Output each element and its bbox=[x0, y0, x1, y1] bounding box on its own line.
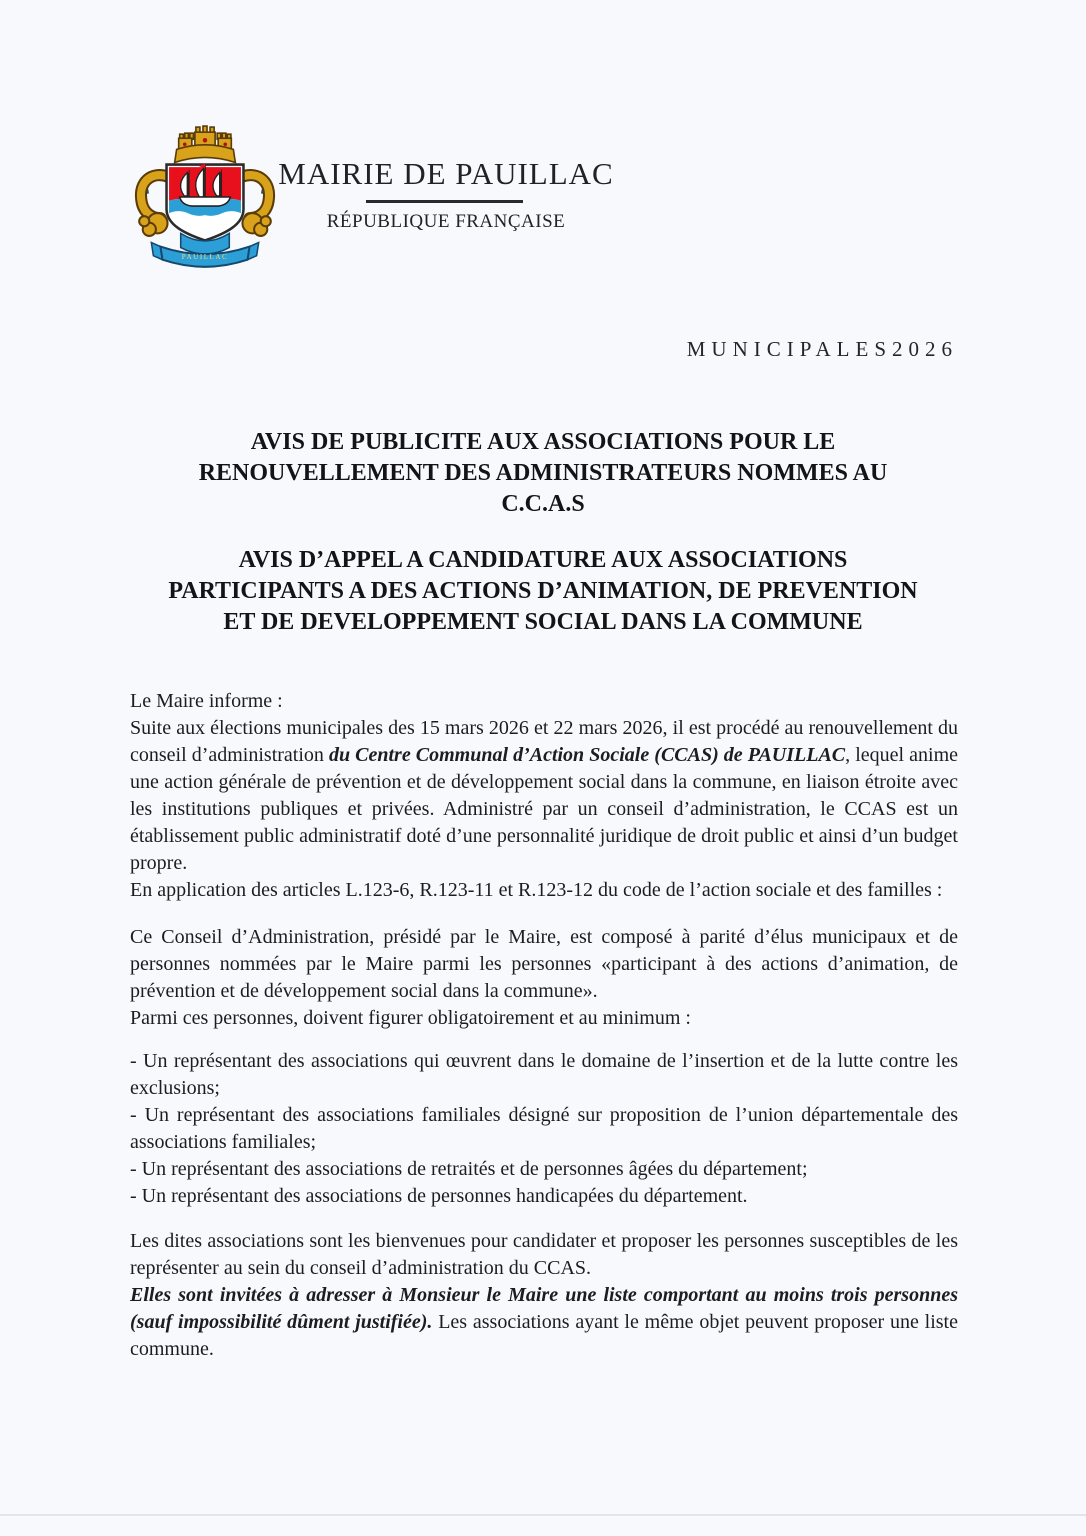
notice-title-2 bbox=[90, 545, 996, 638]
republic-label: RÉPUBLIQUE FRANÇAISE bbox=[326, 211, 566, 232]
requirements-list bbox=[130, 1048, 958, 1210]
list-item: - Un représentant des associations de personnes handicapées du département. bbox=[130, 1185, 748, 1207]
title-line: ET DE DEVELOPPEMENT SOCIAL DANS LA COMMUNE bbox=[223, 609, 863, 635]
campaign-label: MUNICIPALES2026 bbox=[686, 337, 958, 361]
p1-text-start: Suite aux élections municipales des 15 mars 2026 et 22 mars 2026, il est procédé au renouvellement du conseil d’administration bbox=[130, 717, 958, 766]
p4-emphasis-liste: Elles sont invitées à adresser à Monsieur le Maire une liste comportant au moins trois personnes (sauf impossibilité dûment justifiée). bbox=[130, 1284, 958, 1333]
left-ornament bbox=[139, 175, 168, 236]
title-line: C.C.A.S bbox=[501, 491, 585, 517]
title-line: PARTICIPANTS A DES ACTIONS D’ANIMATION, DE PREVENTION bbox=[168, 578, 918, 604]
p4-text-end: Les associations ayant le même objet peuvent proposer une liste commune. bbox=[130, 1311, 958, 1360]
title-line: AVIS D’APPEL A CANDIDATURE AUX ASSOCIATIONS bbox=[238, 547, 848, 573]
paragraph-parmi-personnes: Parmi ces personnes, doivent figurer obligatoirement et au minimum : bbox=[130, 1007, 691, 1029]
p1-text-end: , lequel anime une action générale de prévention et de développement social dans la commune, en liaison étroite avec les institutions publiques et privées. Administré par un conseil d’administration, le CCAS est un établissement public administratif doté d’une personnalité juridique de droit public et ainsi d’un budget propre. bbox=[130, 744, 959, 874]
paragraph-candidatures: Les dites associations sont les bienvenues pour candidater et proposer les personnes susceptibles de les représenter au sein du conseil d’administration du CCAS. bbox=[130, 1230, 958, 1279]
scan-edge-line bbox=[0, 1514, 1086, 1516]
notice-body bbox=[130, 688, 958, 1363]
spacer bbox=[130, 904, 958, 924]
header-divider bbox=[366, 200, 523, 203]
pauillac-coat-of-arms-icon bbox=[124, 120, 286, 282]
shield bbox=[167, 164, 244, 241]
paragraph-liste bbox=[130, 1282, 958, 1363]
p1-emphasis-ccas: du Centre Communal d’Action Sociale (CCAS) de PAUILLAC bbox=[328, 744, 846, 766]
list-item: - Un représentant des associations familiales désigné sur proposition de l’union départementale des associations familiales; bbox=[130, 1104, 958, 1153]
title-line: RENOUVELLEMENT DES ADMINISTRATEURS NOMMES AU bbox=[198, 460, 888, 486]
intro-line: Le Maire informe : bbox=[130, 690, 283, 712]
paragraph-renouvellement bbox=[130, 715, 958, 877]
spacer bbox=[130, 1210, 958, 1228]
title-line: AVIS DE PUBLICITE AUX ASSOCIATIONS POUR LE bbox=[250, 429, 836, 455]
list-item: - Un représentant des associations de retraités et de personnes âgées du département; bbox=[130, 1158, 808, 1180]
notice-title-1 bbox=[90, 427, 996, 520]
banner-text: PAUILLAC bbox=[181, 253, 229, 262]
list-item: - Un représentant des associations qui œuvrent dans le domaine de l’insertion et de la lutte contre les exclusions; bbox=[130, 1050, 958, 1099]
crown-icon bbox=[175, 126, 236, 162]
paragraph-articles-code: En application des articles L.123-6, R.123-11 et R.123-12 du code de l’action sociale et des familles : bbox=[130, 879, 943, 901]
spacer bbox=[130, 1032, 958, 1048]
org-name: MAIRIE DE PAUILLAC bbox=[278, 156, 614, 191]
paragraph-conseil-composition: Ce Conseil d’Administration, présidé par le Maire, est composé à parité d’élus municipaux et de personnes nommées par le Maire parmi les personnes «participant à des actions d’animation, de prévention et de développement social dans la commune». bbox=[130, 926, 958, 1002]
